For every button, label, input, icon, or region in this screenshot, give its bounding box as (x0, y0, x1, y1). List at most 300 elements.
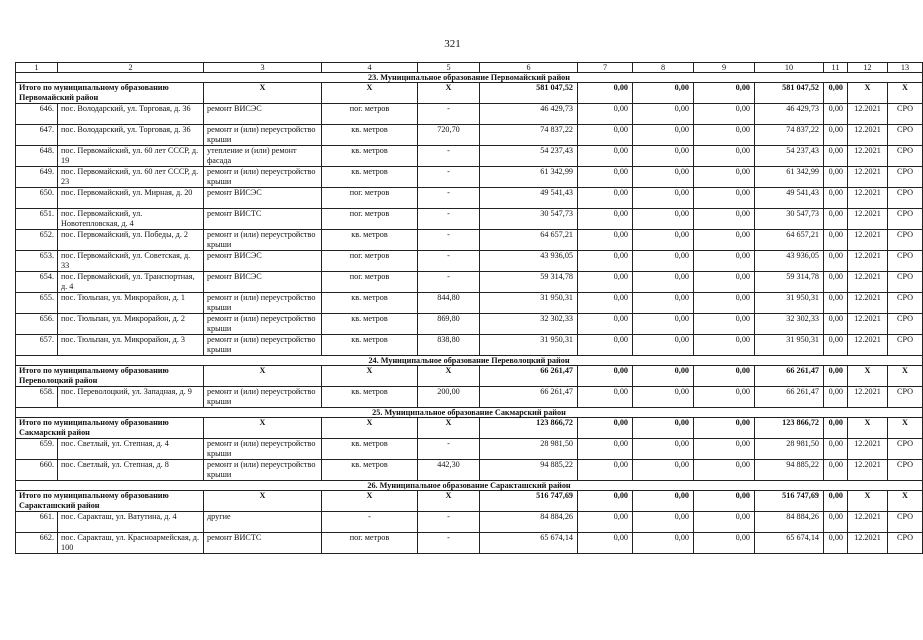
value-c8: 0,00 (633, 104, 694, 125)
total-col-5: X (418, 366, 480, 387)
total-row (16, 366, 923, 387)
row-number: 648. (16, 146, 58, 167)
table-row (16, 230, 923, 251)
deadline-cell: 12.2021 (848, 209, 888, 230)
total-c6: 123 866,72 (480, 418, 578, 439)
total-c7: 0,00 (578, 418, 633, 439)
value-c10: 43 936,05 (755, 251, 824, 272)
method-cell: СРО (888, 439, 923, 460)
quantity-cell: - (418, 146, 480, 167)
total-col-3: X (204, 366, 322, 387)
row-number: 657. (16, 335, 58, 356)
page-number: 321 (444, 38, 461, 50)
value-c9: 0,00 (694, 230, 755, 251)
value-c11: 0,00 (824, 125, 848, 146)
deadline-cell: 12.2021 (848, 167, 888, 188)
value-c9: 0,00 (694, 209, 755, 230)
deadline-cell: 12.2021 (848, 293, 888, 314)
table-row (16, 104, 923, 125)
value-c10: 66 261,47 (755, 387, 824, 408)
deadline-cell: 12.2021 (848, 125, 888, 146)
value-c11: 0,00 (824, 335, 848, 356)
quantity-cell: - (418, 272, 480, 293)
value-c7: 0,00 (578, 188, 633, 209)
value-c11: 0,00 (824, 387, 848, 408)
total-col-4: X (322, 491, 418, 512)
unit-cell: кв. метров (322, 387, 418, 408)
total-row (16, 83, 923, 104)
column-number-11: 11 (824, 63, 848, 73)
total-col-4: X (322, 83, 418, 104)
value-c8: 0,00 (633, 533, 694, 554)
method-cell: СРО (888, 387, 923, 408)
work-type-cell: ремонт и (или) переустройство крыши (204, 460, 322, 481)
value-c10: 31 950,31 (755, 293, 824, 314)
value-c11: 0,00 (824, 104, 848, 125)
address-cell: пос. Первомайский, ул. Советская, д. 33 (58, 251, 204, 272)
quantity-cell: - (418, 533, 480, 554)
total-col-5: X (418, 418, 480, 439)
row-number: 653. (16, 251, 58, 272)
value-c9: 0,00 (694, 460, 755, 481)
address-cell: пос. Первомайский, ул. Новотепловская, д. 4 (58, 209, 204, 230)
row-number: 655. (16, 293, 58, 314)
address-cell: пос. Переволоцкий, ул. Западная, д. 9 (58, 387, 204, 408)
row-number: 652. (16, 230, 58, 251)
total-col-13: X (888, 418, 923, 439)
column-number-4: 4 (322, 63, 418, 73)
value-c9: 0,00 (694, 293, 755, 314)
method-cell: СРО (888, 209, 923, 230)
work-type-cell: ремонт и (или) переустройство крыши (204, 335, 322, 356)
value-c10: 65 674,14 (755, 533, 824, 554)
row-number: 646. (16, 104, 58, 125)
value-c6: 59 314,78 (480, 272, 578, 293)
total-c10: 581 047,52 (755, 83, 824, 104)
method-cell: СРО (888, 335, 923, 356)
value-c6: 43 936,05 (480, 251, 578, 272)
column-number-6: 6 (480, 63, 578, 73)
unit-cell: кв. метров (322, 335, 418, 356)
value-c7: 0,00 (578, 314, 633, 335)
section-header (16, 408, 923, 418)
value-c7: 0,00 (578, 209, 633, 230)
address-cell: пос. Первомайский, ул. 60 лет СССР, д. 19 (58, 146, 204, 167)
value-c6: 61 342,99 (480, 167, 578, 188)
value-c11: 0,00 (824, 460, 848, 481)
column-number-3: 3 (204, 63, 322, 73)
total-c8: 0,00 (633, 83, 694, 104)
value-c7: 0,00 (578, 439, 633, 460)
quantity-cell: 720,70 (418, 125, 480, 146)
value-c10: 59 314,78 (755, 272, 824, 293)
value-c8: 0,00 (633, 272, 694, 293)
address-cell: пос. Володарский, ул. Торговая, д. 36 (58, 104, 204, 125)
table-row (16, 512, 923, 533)
section-title: 26. Муниципальное образование Саракташский район (16, 481, 923, 491)
value-c7: 0,00 (578, 272, 633, 293)
value-c8: 0,00 (633, 188, 694, 209)
total-col-12: X (848, 366, 888, 387)
address-cell: пос. Тюльпан, ул. Микрорайон, д. 3 (58, 335, 204, 356)
row-number: 651. (16, 209, 58, 230)
row-number: 649. (16, 167, 58, 188)
column-number-9: 9 (694, 63, 755, 73)
total-c7: 0,00 (578, 366, 633, 387)
value-c6: 66 261,47 (480, 387, 578, 408)
method-cell: СРО (888, 167, 923, 188)
value-c9: 0,00 (694, 439, 755, 460)
value-c11: 0,00 (824, 188, 848, 209)
value-c11: 0,00 (824, 209, 848, 230)
work-type-cell: ремонт и (или) переустройство крыши (204, 230, 322, 251)
value-c8: 0,00 (633, 512, 694, 533)
total-c7: 0,00 (578, 491, 633, 512)
address-cell: пос. Саракташ, ул. Ватутина, д. 4 (58, 512, 204, 533)
value-c11: 0,00 (824, 533, 848, 554)
value-c9: 0,00 (694, 104, 755, 125)
total-col-13: X (888, 83, 923, 104)
value-c8: 0,00 (633, 439, 694, 460)
value-c9: 0,00 (694, 272, 755, 293)
value-c8: 0,00 (633, 387, 694, 408)
section-title: 24. Муниципальное образование Переволоцкий район (16, 356, 923, 366)
value-c6: 32 302,33 (480, 314, 578, 335)
total-c11: 0,00 (824, 418, 848, 439)
value-c10: 30 547,73 (755, 209, 824, 230)
value-c7: 0,00 (578, 533, 633, 554)
value-c6: 54 237,43 (480, 146, 578, 167)
value-c9: 0,00 (694, 512, 755, 533)
method-cell: СРО (888, 104, 923, 125)
value-c6: 46 429,73 (480, 104, 578, 125)
table-row (16, 272, 923, 293)
value-c8: 0,00 (633, 460, 694, 481)
value-c8: 0,00 (633, 314, 694, 335)
method-cell: СРО (888, 251, 923, 272)
address-cell: пос. Первомайский, ул. Мирная, д. 20 (58, 188, 204, 209)
deadline-cell: 12.2021 (848, 104, 888, 125)
table-row (16, 335, 923, 356)
value-c11: 0,00 (824, 293, 848, 314)
value-c6: 84 884,26 (480, 512, 578, 533)
quantity-cell: - (418, 188, 480, 209)
deadline-cell: 12.2021 (848, 533, 888, 554)
total-c9: 0,00 (694, 83, 755, 104)
row-number: 660. (16, 460, 58, 481)
total-c7: 0,00 (578, 83, 633, 104)
quantity-cell: - (418, 167, 480, 188)
unit-cell: кв. метров (322, 314, 418, 335)
value-c10: 84 884,26 (755, 512, 824, 533)
value-c9: 0,00 (694, 251, 755, 272)
value-c7: 0,00 (578, 230, 633, 251)
value-c8: 0,00 (633, 230, 694, 251)
address-cell: пос. Первомайский, ул. 60 лет СССР, д. 23 (58, 167, 204, 188)
table-row (16, 209, 923, 230)
work-type-cell: утепление и (или) ремонт фасада (204, 146, 322, 167)
value-c8: 0,00 (633, 293, 694, 314)
row-number: 650. (16, 188, 58, 209)
row-number: 647. (16, 125, 58, 146)
method-cell: СРО (888, 533, 923, 554)
method-cell: СРО (888, 125, 923, 146)
deadline-cell: 12.2021 (848, 251, 888, 272)
value-c11: 0,00 (824, 272, 848, 293)
value-c6: 65 674,14 (480, 533, 578, 554)
value-c11: 0,00 (824, 439, 848, 460)
value-c7: 0,00 (578, 251, 633, 272)
value-c10: 74 837,22 (755, 125, 824, 146)
value-c6: 31 950,31 (480, 335, 578, 356)
method-cell: СРО (888, 460, 923, 481)
method-cell: СРО (888, 230, 923, 251)
table-row (16, 460, 923, 481)
value-c6: 74 837,22 (480, 125, 578, 146)
row-number: 654. (16, 272, 58, 293)
total-c8: 0,00 (633, 366, 694, 387)
column-number-13: 13 (888, 63, 923, 73)
value-c8: 0,00 (633, 251, 694, 272)
value-c11: 0,00 (824, 314, 848, 335)
row-number: 656. (16, 314, 58, 335)
total-c9: 0,00 (694, 418, 755, 439)
total-col-3: X (204, 83, 322, 104)
value-c10: 28 981,50 (755, 439, 824, 460)
address-cell: пос. Первомайский, ул. Транспортная, д. 4 (58, 272, 204, 293)
column-number-row (16, 63, 923, 73)
value-c11: 0,00 (824, 512, 848, 533)
total-col-5: X (418, 491, 480, 512)
section-header (16, 356, 923, 366)
total-c8: 0,00 (633, 491, 694, 512)
deadline-cell: 12.2021 (848, 146, 888, 167)
work-type-cell: ремонт ВИСЭС (204, 104, 322, 125)
unit-cell: кв. метров (322, 460, 418, 481)
value-c7: 0,00 (578, 335, 633, 356)
quantity-cell: 442,30 (418, 460, 480, 481)
unit-cell: кв. метров (322, 293, 418, 314)
value-c9: 0,00 (694, 167, 755, 188)
method-cell: СРО (888, 272, 923, 293)
unit-cell: пог. метров (322, 533, 418, 554)
row-number: 658. (16, 387, 58, 408)
value-c9: 0,00 (694, 335, 755, 356)
work-type-cell: ремонт ВИСЭС (204, 188, 322, 209)
unit-cell: кв. метров (322, 146, 418, 167)
total-c6: 581 047,52 (480, 83, 578, 104)
section-header (16, 73, 923, 83)
quantity-cell: - (418, 512, 480, 533)
address-cell: пос. Светлый, ул. Степная, д. 8 (58, 460, 204, 481)
quantity-cell: 200,00 (418, 387, 480, 408)
work-type-cell: ремонт и (или) переустройство крыши (204, 314, 322, 335)
value-c6: 28 981,50 (480, 439, 578, 460)
value-c10: 32 302,33 (755, 314, 824, 335)
table-row (16, 188, 923, 209)
unit-cell: кв. метров (322, 230, 418, 251)
unit-cell: кв. метров (322, 125, 418, 146)
total-c10: 123 866,72 (755, 418, 824, 439)
row-number: 659. (16, 439, 58, 460)
total-c6: 516 747,69 (480, 491, 578, 512)
column-number-8: 8 (633, 63, 694, 73)
value-c9: 0,00 (694, 533, 755, 554)
quantity-cell: - (418, 439, 480, 460)
quantity-cell: - (418, 104, 480, 125)
row-number: 662. (16, 533, 58, 554)
section-title: 25. Муниципальное образование Сакмарский район (16, 408, 923, 418)
address-cell: пос. Тюльпан, ул. Микрорайон, д. 1 (58, 293, 204, 314)
quantity-cell: 869,80 (418, 314, 480, 335)
table-row (16, 439, 923, 460)
deadline-cell: 12.2021 (848, 460, 888, 481)
table-row (16, 125, 923, 146)
column-number-2: 2 (58, 63, 204, 73)
address-cell: пос. Саракташ, ул. Красноармейская, д. 100 (58, 533, 204, 554)
work-type-cell: ремонт ВИСЭС (204, 272, 322, 293)
unit-cell: пог. метров (322, 209, 418, 230)
table-row (16, 533, 923, 554)
total-label: Итого по муниципальному образованию Переволоцкий район (16, 366, 204, 387)
total-col-13: X (888, 491, 923, 512)
total-col-4: X (322, 366, 418, 387)
value-c8: 0,00 (633, 125, 694, 146)
method-cell: СРО (888, 314, 923, 335)
unit-cell: пог. метров (322, 272, 418, 293)
quantity-cell: 838,80 (418, 335, 480, 356)
table-row (16, 167, 923, 188)
quantity-cell: - (418, 209, 480, 230)
value-c7: 0,00 (578, 104, 633, 125)
deadline-cell: 12.2021 (848, 188, 888, 209)
total-c11: 0,00 (824, 366, 848, 387)
total-c9: 0,00 (694, 366, 755, 387)
total-c9: 0,00 (694, 491, 755, 512)
value-c8: 0,00 (633, 335, 694, 356)
value-c9: 0,00 (694, 387, 755, 408)
unit-cell: пог. метров (322, 251, 418, 272)
value-c6: 30 547,73 (480, 209, 578, 230)
value-c9: 0,00 (694, 146, 755, 167)
work-type-cell: ремонт ВИСЭС (204, 251, 322, 272)
value-c8: 0,00 (633, 167, 694, 188)
value-c7: 0,00 (578, 512, 633, 533)
table-row (16, 251, 923, 272)
value-c10: 64 657,21 (755, 230, 824, 251)
value-c8: 0,00 (633, 209, 694, 230)
unit-cell: пог. метров (322, 188, 418, 209)
value-c6: 49 541,43 (480, 188, 578, 209)
total-col-5: X (418, 83, 480, 104)
unit-cell: пог. метров (322, 104, 418, 125)
total-label: Итого по муниципальному образованию Саракташский район (16, 491, 204, 512)
address-cell: пос. Светлый, ул. Степная, д. 4 (58, 439, 204, 460)
value-c7: 0,00 (578, 125, 633, 146)
total-c6: 66 261,47 (480, 366, 578, 387)
deadline-cell: 12.2021 (848, 512, 888, 533)
total-c11: 0,00 (824, 83, 848, 104)
address-cell: пос. Володарский, ул. Торговая, д. 36 (58, 125, 204, 146)
section-title: 23. Муниципальное образование Первомайский район (16, 73, 923, 83)
work-type-cell: другие (204, 512, 322, 533)
quantity-cell: 844,80 (418, 293, 480, 314)
total-c10: 66 261,47 (755, 366, 824, 387)
value-c10: 94 885,22 (755, 460, 824, 481)
total-col-3: X (204, 418, 322, 439)
column-number-7: 7 (578, 63, 633, 73)
total-col-3: X (204, 491, 322, 512)
total-col-12: X (848, 491, 888, 512)
deadline-cell: 12.2021 (848, 335, 888, 356)
column-number-12: 12 (848, 63, 888, 73)
unit-cell: кв. метров (322, 167, 418, 188)
work-type-cell: ремонт и (или) переустройство крыши (204, 293, 322, 314)
value-c10: 46 429,73 (755, 104, 824, 125)
value-c10: 49 541,43 (755, 188, 824, 209)
value-c10: 61 342,99 (755, 167, 824, 188)
value-c11: 0,00 (824, 167, 848, 188)
value-c7: 0,00 (578, 293, 633, 314)
address-cell: пос. Тюльпан, ул. Микрорайон, д. 2 (58, 314, 204, 335)
value-c7: 0,00 (578, 167, 633, 188)
total-col-13: X (888, 366, 923, 387)
value-c11: 0,00 (824, 230, 848, 251)
column-number-5: 5 (418, 63, 480, 73)
table-row (16, 314, 923, 335)
value-c6: 64 657,21 (480, 230, 578, 251)
value-c9: 0,00 (694, 188, 755, 209)
address-cell: пос. Первомайский, ул. Победы, д. 2 (58, 230, 204, 251)
value-c7: 0,00 (578, 387, 633, 408)
row-number: 661. (16, 512, 58, 533)
total-label: Итого по муниципальному образованию Первомайский район (16, 83, 204, 104)
work-type-cell: ремонт ВИСТС (204, 209, 322, 230)
total-row (16, 418, 923, 439)
quantity-cell: - (418, 251, 480, 272)
method-cell: СРО (888, 188, 923, 209)
unit-cell: - (322, 512, 418, 533)
value-c11: 0,00 (824, 251, 848, 272)
total-c10: 516 747,69 (755, 491, 824, 512)
deadline-cell: 12.2021 (848, 272, 888, 293)
deadline-cell: 12.2021 (848, 230, 888, 251)
total-c11: 0,00 (824, 491, 848, 512)
quantity-cell: - (418, 230, 480, 251)
value-c8: 0,00 (633, 146, 694, 167)
deadline-cell: 12.2021 (848, 439, 888, 460)
value-c10: 54 237,43 (755, 146, 824, 167)
deadline-cell: 12.2021 (848, 387, 888, 408)
table-row (16, 387, 923, 408)
value-c9: 0,00 (694, 125, 755, 146)
section-header (16, 481, 923, 491)
total-c8: 0,00 (633, 418, 694, 439)
total-col-12: X (848, 83, 888, 104)
value-c6: 94 885,22 (480, 460, 578, 481)
unit-cell: кв. метров (322, 439, 418, 460)
work-type-cell: ремонт и (или) переустройство крыши (204, 167, 322, 188)
method-cell: СРО (888, 293, 923, 314)
value-c7: 0,00 (578, 460, 633, 481)
column-number-10: 10 (755, 63, 824, 73)
table-row (16, 293, 923, 314)
method-cell: СРО (888, 146, 923, 167)
value-c6: 31 950,31 (480, 293, 578, 314)
work-type-cell: ремонт и (или) переустройство крыши (204, 439, 322, 460)
value-c11: 0,00 (824, 146, 848, 167)
capital-repair-table (15, 62, 923, 554)
